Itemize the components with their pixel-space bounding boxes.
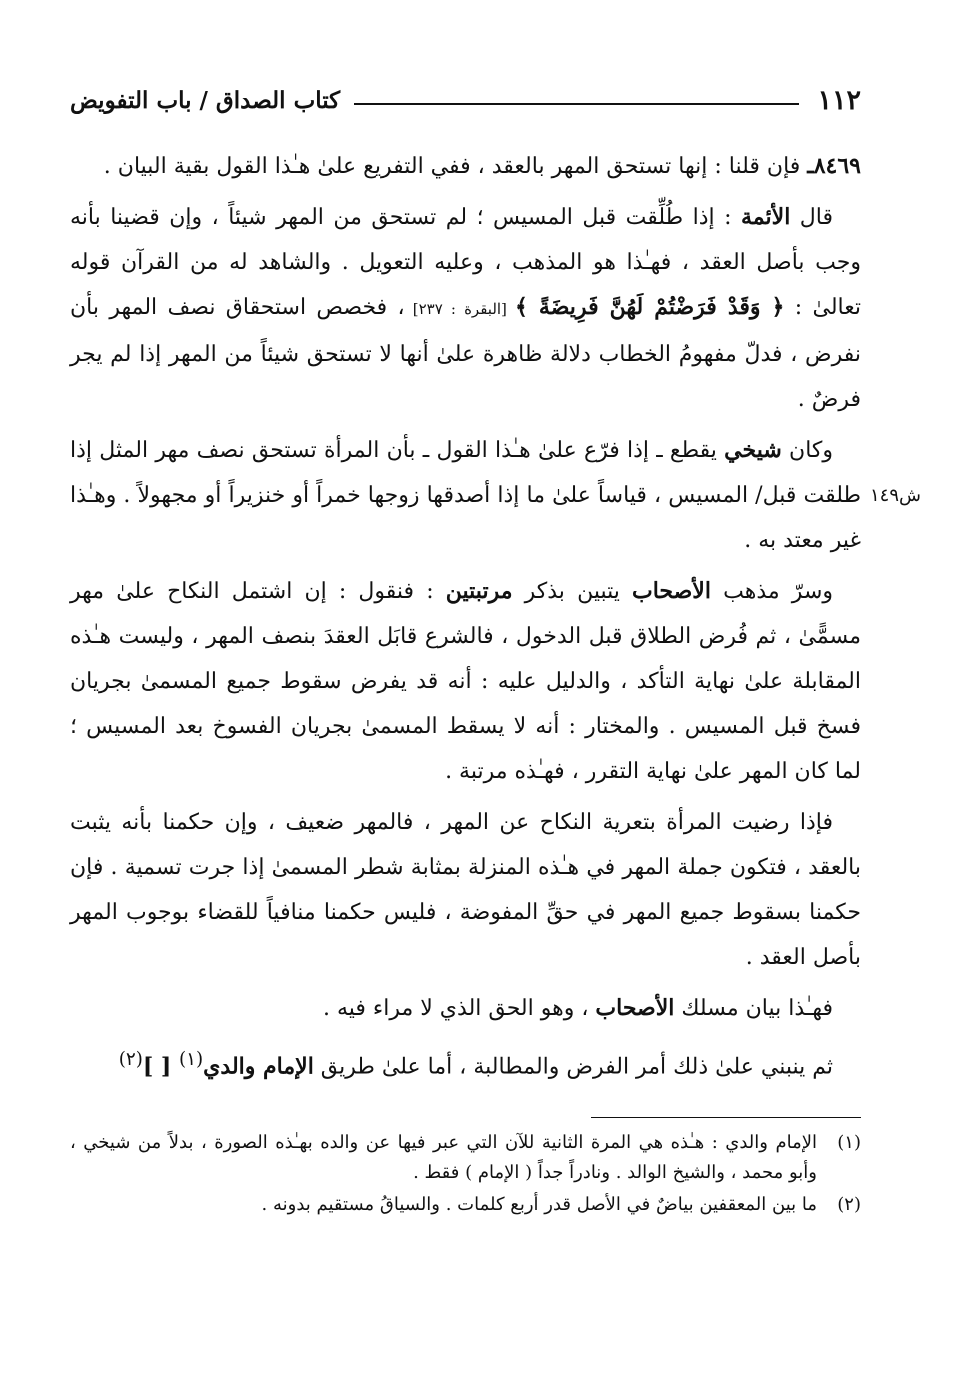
- text-run: ، وهو الحق الذي لا مراء فيه .: [322, 996, 596, 1021]
- text-run: ، فخصص استحقاق نصف المهر بأن نفرض ، فدلّ مفهومُ الخطاب دلالة ظاهرة علىٰ أنها لا تستحق شيئاً من المهر إذا لم يجر فرضٌ .: [70, 295, 861, 412]
- main-text: [70, 144, 921, 1089]
- text-run: وسرّ مذهب: [710, 579, 834, 604]
- footnote-2: [70, 1190, 861, 1220]
- text-run: : فنقول : إن اشتمل النكاح علىٰ مهر مسمًّىٰ ، ثم فُرض الطلاق قبل الدخول ، فالشرع قابَل العقدَ بنصف المهر ، وليست هـٰذه المقابلة علىٰ نهاية التأكد ، والدليل عليه : أنه قد يفرض سقوط جميع المسمىٰ بجريان فسخ قبل المسيس . والمختار : أنه لا يسقط المسمىٰ بجريان الفسوخ بعد المسيس ؛ لما كان المهر علىٰ نهاية التقرر ، فهـٰذه مرتبة .: [70, 579, 862, 784]
- bold-term: الأئمة: [741, 204, 791, 230]
- bold-term: شيخي: [724, 437, 782, 463]
- footnote-number: (٢): [837, 1194, 861, 1216]
- footnote-text: ما بين المعقفين بياضٌ في الأصل قدر أربع كلمات . والسياقُ مستقيم بدونه .: [261, 1194, 817, 1216]
- bold-term: الأصحاب: [632, 578, 711, 604]
- verse-citation: [البقرة : ٢٣٧]: [404, 300, 516, 318]
- paragraph-mufawwada: [70, 800, 861, 980]
- footnote-number: (١): [837, 1132, 861, 1154]
- paragraph-summary: [70, 986, 861, 1031]
- footnote-1: [70, 1128, 861, 1188]
- text-run: قال: [790, 205, 833, 230]
- paragraph-text: فإن قلنا : إنها تستحق المهر بالعقد ، ففي التفريع علىٰ هـٰذا القول بقية البيان .: [103, 154, 808, 179]
- lacuna-brackets: [ ]: [142, 1053, 179, 1080]
- text-run: ثم ينبني علىٰ ذلك أمر الفرض والمطالبة ، أما علىٰ طريق: [313, 1054, 833, 1080]
- book-page: [70, 78, 921, 1222]
- paragraph-ranks: [70, 569, 861, 794]
- text-run: فهـٰذا بيان مسلك: [674, 996, 833, 1021]
- footnote-ref-1[interactable]: (١): [179, 1049, 204, 1070]
- quran-verse: ﴿ وَقَدْ فَرَضْتُمْ لَهُنَّ فَرِيضَةً ﴾: [515, 294, 785, 320]
- header-rule: [354, 103, 799, 105]
- margin-folio-note: ش١٤٩: [870, 485, 921, 506]
- text-run: يتبين بذكر: [512, 579, 633, 604]
- paragraph-number: ٨٤٦٩ـ: [807, 153, 861, 179]
- paragraph-shaykh: [70, 428, 921, 563]
- text-run: وكان: [781, 438, 833, 463]
- text-run: فإذا رضيت المرأة بتعرية النكاح عن المهر ، فالمهر ضعيف ، وإن حكمنا بأنه يثبت بالعقد ، فتكون جملة المهر في هـٰذه المنزلة بمثابة شطر المسمىٰ إذا جرت تسمية . فإن حكمنا بسقوط جميع المهر في حقِّ المفوضة ، فليس حكمنا منافياً للقضاء بوجوب المهر بأصل العقد .: [70, 810, 861, 970]
- running-title: كتاب الصداق / باب التفويض: [70, 86, 341, 114]
- page-number: ١١٢: [817, 84, 861, 116]
- footnote-ref-2[interactable]: (٢): [118, 1049, 143, 1070]
- paragraph-imams: [70, 195, 861, 422]
- paragraph-8469: [70, 144, 861, 189]
- footnote-separator: [591, 1117, 861, 1118]
- bold-term: مرتبتين: [445, 578, 513, 604]
- paragraph-imam-path: [70, 1037, 861, 1089]
- text-run: : إذا طُلِّقت قبل المسيس ؛ لم تستحق من المهر شيئاً ، وإن قضينا بأنه وجب بأصل العقد ، فهـٰذا هو المذهب ، وعليه التعويل . والشاهد له من القرآن قوله تعالىٰ :: [70, 205, 862, 320]
- bold-term: الإمام والدي: [203, 1053, 314, 1080]
- footnotes: [70, 1128, 861, 1220]
- footnote-text: الإمام والدي : هـٰذه هي المرة الثانية للآن التي عبر فيها عن والده بهـٰذه الصورة ، بدلاً من شيخي ، وأبو محمد ، والشيخ الوالد . ونادراً جداً ( الإمام ) فقط .: [70, 1132, 817, 1184]
- text-run: يقطع ـ إذا فرّع علىٰ هـٰذا القول ـ بأن المرأة تستحق نصف مهر المثل إذا طلقت قبل/ المسيس ، قياساً علىٰ ما إذا أصدقها زوجها خمراً أو خنزيراً أو مجهولاً . وهـٰذا غير معتد به .: [70, 438, 861, 553]
- page-header: [70, 78, 861, 122]
- bold-term: الأصحاب: [595, 995, 675, 1021]
